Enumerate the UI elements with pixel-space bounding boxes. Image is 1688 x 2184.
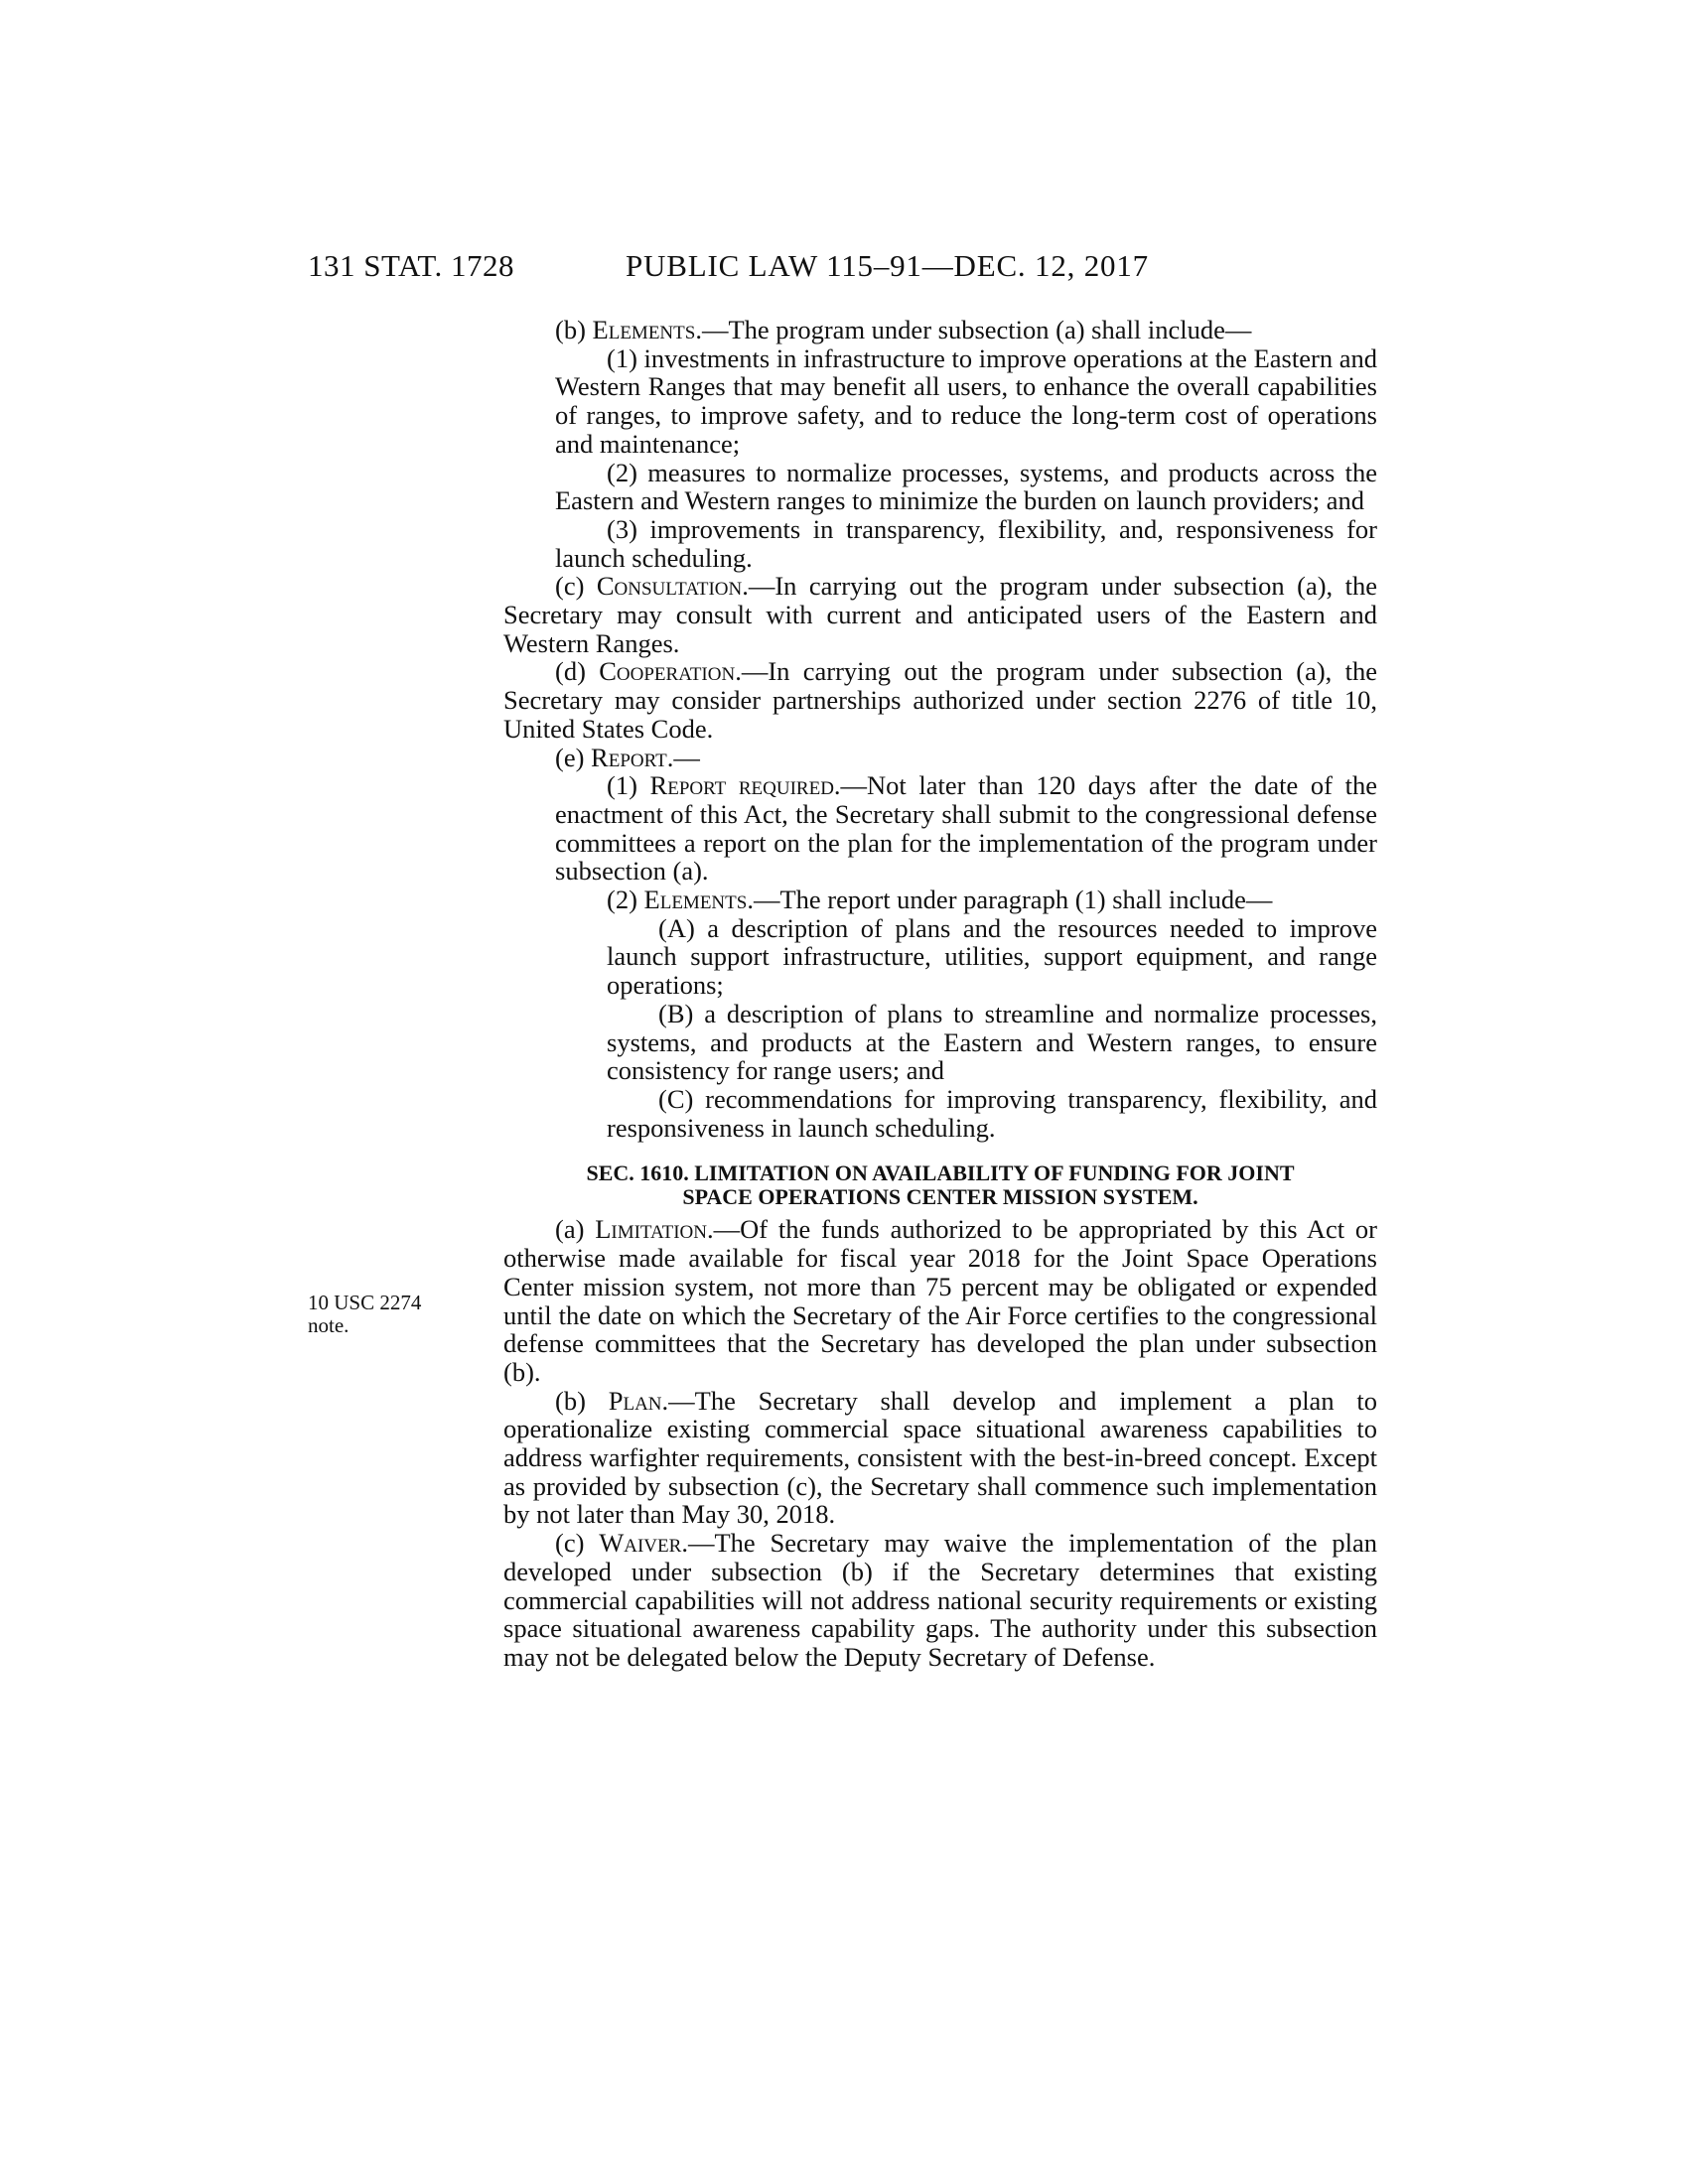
section-heading-line2: SPACE OPERATIONS CENTER MISSION SYSTEM. (682, 1184, 1198, 1210)
paragraph-d-cooperation (503, 657, 1377, 743)
paragraph-text: .—The report under paragraph (1) shall include— (747, 885, 1273, 915)
paragraph-heading: Elements (592, 315, 696, 344)
paragraph-heading: Waiver (599, 1528, 682, 1559)
stat-citation: 131 STAT. 1728 (308, 248, 515, 283)
section-heading-line1: SEC. 1610. LIMITATION ON AVAILABILITY OF FUNDING FOR JOINT (586, 1160, 1295, 1186)
paragraph-label: (b) (555, 1385, 609, 1416)
margin-note-line2: note. (308, 1313, 350, 1337)
paragraph-b3: (3) improvements in transparency, flexibility, and, responsiveness for launch scheduling. (555, 513, 1377, 573)
paragraph-label: (d) (555, 656, 600, 687)
running-head: PUBLIC LAW 115–91—DEC. 12, 2017 (626, 248, 1149, 283)
paragraph-text: .—The program under subsection (a) shall include— (695, 315, 1252, 344)
paragraph-heading: Report (591, 742, 667, 772)
paragraph-label: (b) (555, 315, 593, 344)
margin-note (308, 1292, 421, 1337)
paragraph-label: (c) (555, 1528, 600, 1559)
paragraph-label: (c) (555, 571, 597, 602)
paragraph-e2 (555, 886, 1377, 914)
paragraph-eB: (B) a description of plans to streamline and normalize processes, systems, and products at the Eastern and Western ranges, to ensure consistency for range users; and (607, 998, 1377, 1086)
paragraph-label: (e) (555, 742, 592, 772)
paragraph-e-report (503, 744, 1377, 772)
paragraph-eA: (A) a description of plans and the resources needed to improve launch support infrastructure, utilities, support equipment, and range operations; (607, 912, 1377, 1001)
paragraph-label: (a) (555, 1214, 596, 1245)
paragraph-c-consultation (503, 572, 1377, 657)
paragraph-text: .—Not later than 120 days after the date of the enactment of this Act, the Secretary shall submit to the congressional defense committees a report on the plan for the implementation of the program under subsection (a). (555, 770, 1377, 887)
paragraph-eC: (C) recommendations for improving transparency, flexibility, and responsiveness in launch scheduling. (607, 1083, 1377, 1143)
paragraph-text: .—In carrying out the program under subsection (a), the Secretary may consider partnerships authorized under section 2276 of title 10, United States Code. (503, 656, 1377, 744)
paragraph-heading: Limitation (595, 1214, 707, 1245)
paragraph-b1: (1) investments in infrastructure to improve operations at the Eastern and Western Ranges that may benefit all users, to enhance the overall capabilities of ranges, to improve safety, and to reduce the long-term cost of operations and maintenance; (555, 342, 1377, 459)
paragraph-a-limitation (503, 1215, 1377, 1386)
paragraph-heading: Elements (643, 885, 748, 915)
page-header (308, 248, 1301, 288)
document-body (503, 316, 1377, 1672)
paragraph-heading: Report required (649, 770, 834, 801)
paragraph-c-waiver (503, 1529, 1377, 1672)
paragraph-e1 (555, 771, 1377, 886)
paragraph-text: .— (666, 742, 700, 772)
paragraph-text: .—In carrying out the program under subsection (a), the Secretary may consult with current and anticipated users of the Eastern and Western Ranges. (503, 571, 1377, 658)
section-heading (503, 1161, 1377, 1209)
paragraph-b2: (2) measures to normalize processes, systems, and products across the Eastern and Western ranges to minimize the burden on launch providers; and (555, 457, 1377, 516)
paragraph-heading: Cooperation (599, 656, 736, 687)
paragraph-text: .—Of the funds authorized to be appropriated by this Act or otherwise made available for fiscal year 2018 for the Joint Space Operations Center mission system, not more than 75 percent may be obligated or expended until the date on which the Secretary of the Air Force certifies to the congressional defense committees that the Secretary has developed the plan under subsection (b). (503, 1214, 1377, 1387)
paragraph-label: (2) (607, 885, 644, 915)
paragraph-text: .—The Secretary shall develop and implement a plan to operationalize existing commercial space situational awareness capabilities to address warfighter requirements, consistent with the best-in-breed concept. Except as provided by subsection (c), the Secretary shall commence such implementation by not later than May 30, 2018. (503, 1385, 1378, 1530)
paragraph-b-plan (503, 1387, 1377, 1530)
paragraph-label: (1) (607, 770, 650, 801)
paragraph-heading: Consultation (596, 571, 743, 602)
paragraph-heading: Plan (608, 1385, 662, 1416)
paragraph-b-elements (503, 316, 1377, 344)
paragraph-text: .—The Secretary may waive the implementation of the plan developed under subsection (b) if the Secretary determines that existing commercial capabilities will not address national security requirements or existing space situational awareness capability gaps. The authority under this subsection may not be delegated below the Deputy Secretary of Defense. (503, 1528, 1377, 1672)
margin-note-line1: 10 USC 2274 (308, 1291, 422, 1314)
